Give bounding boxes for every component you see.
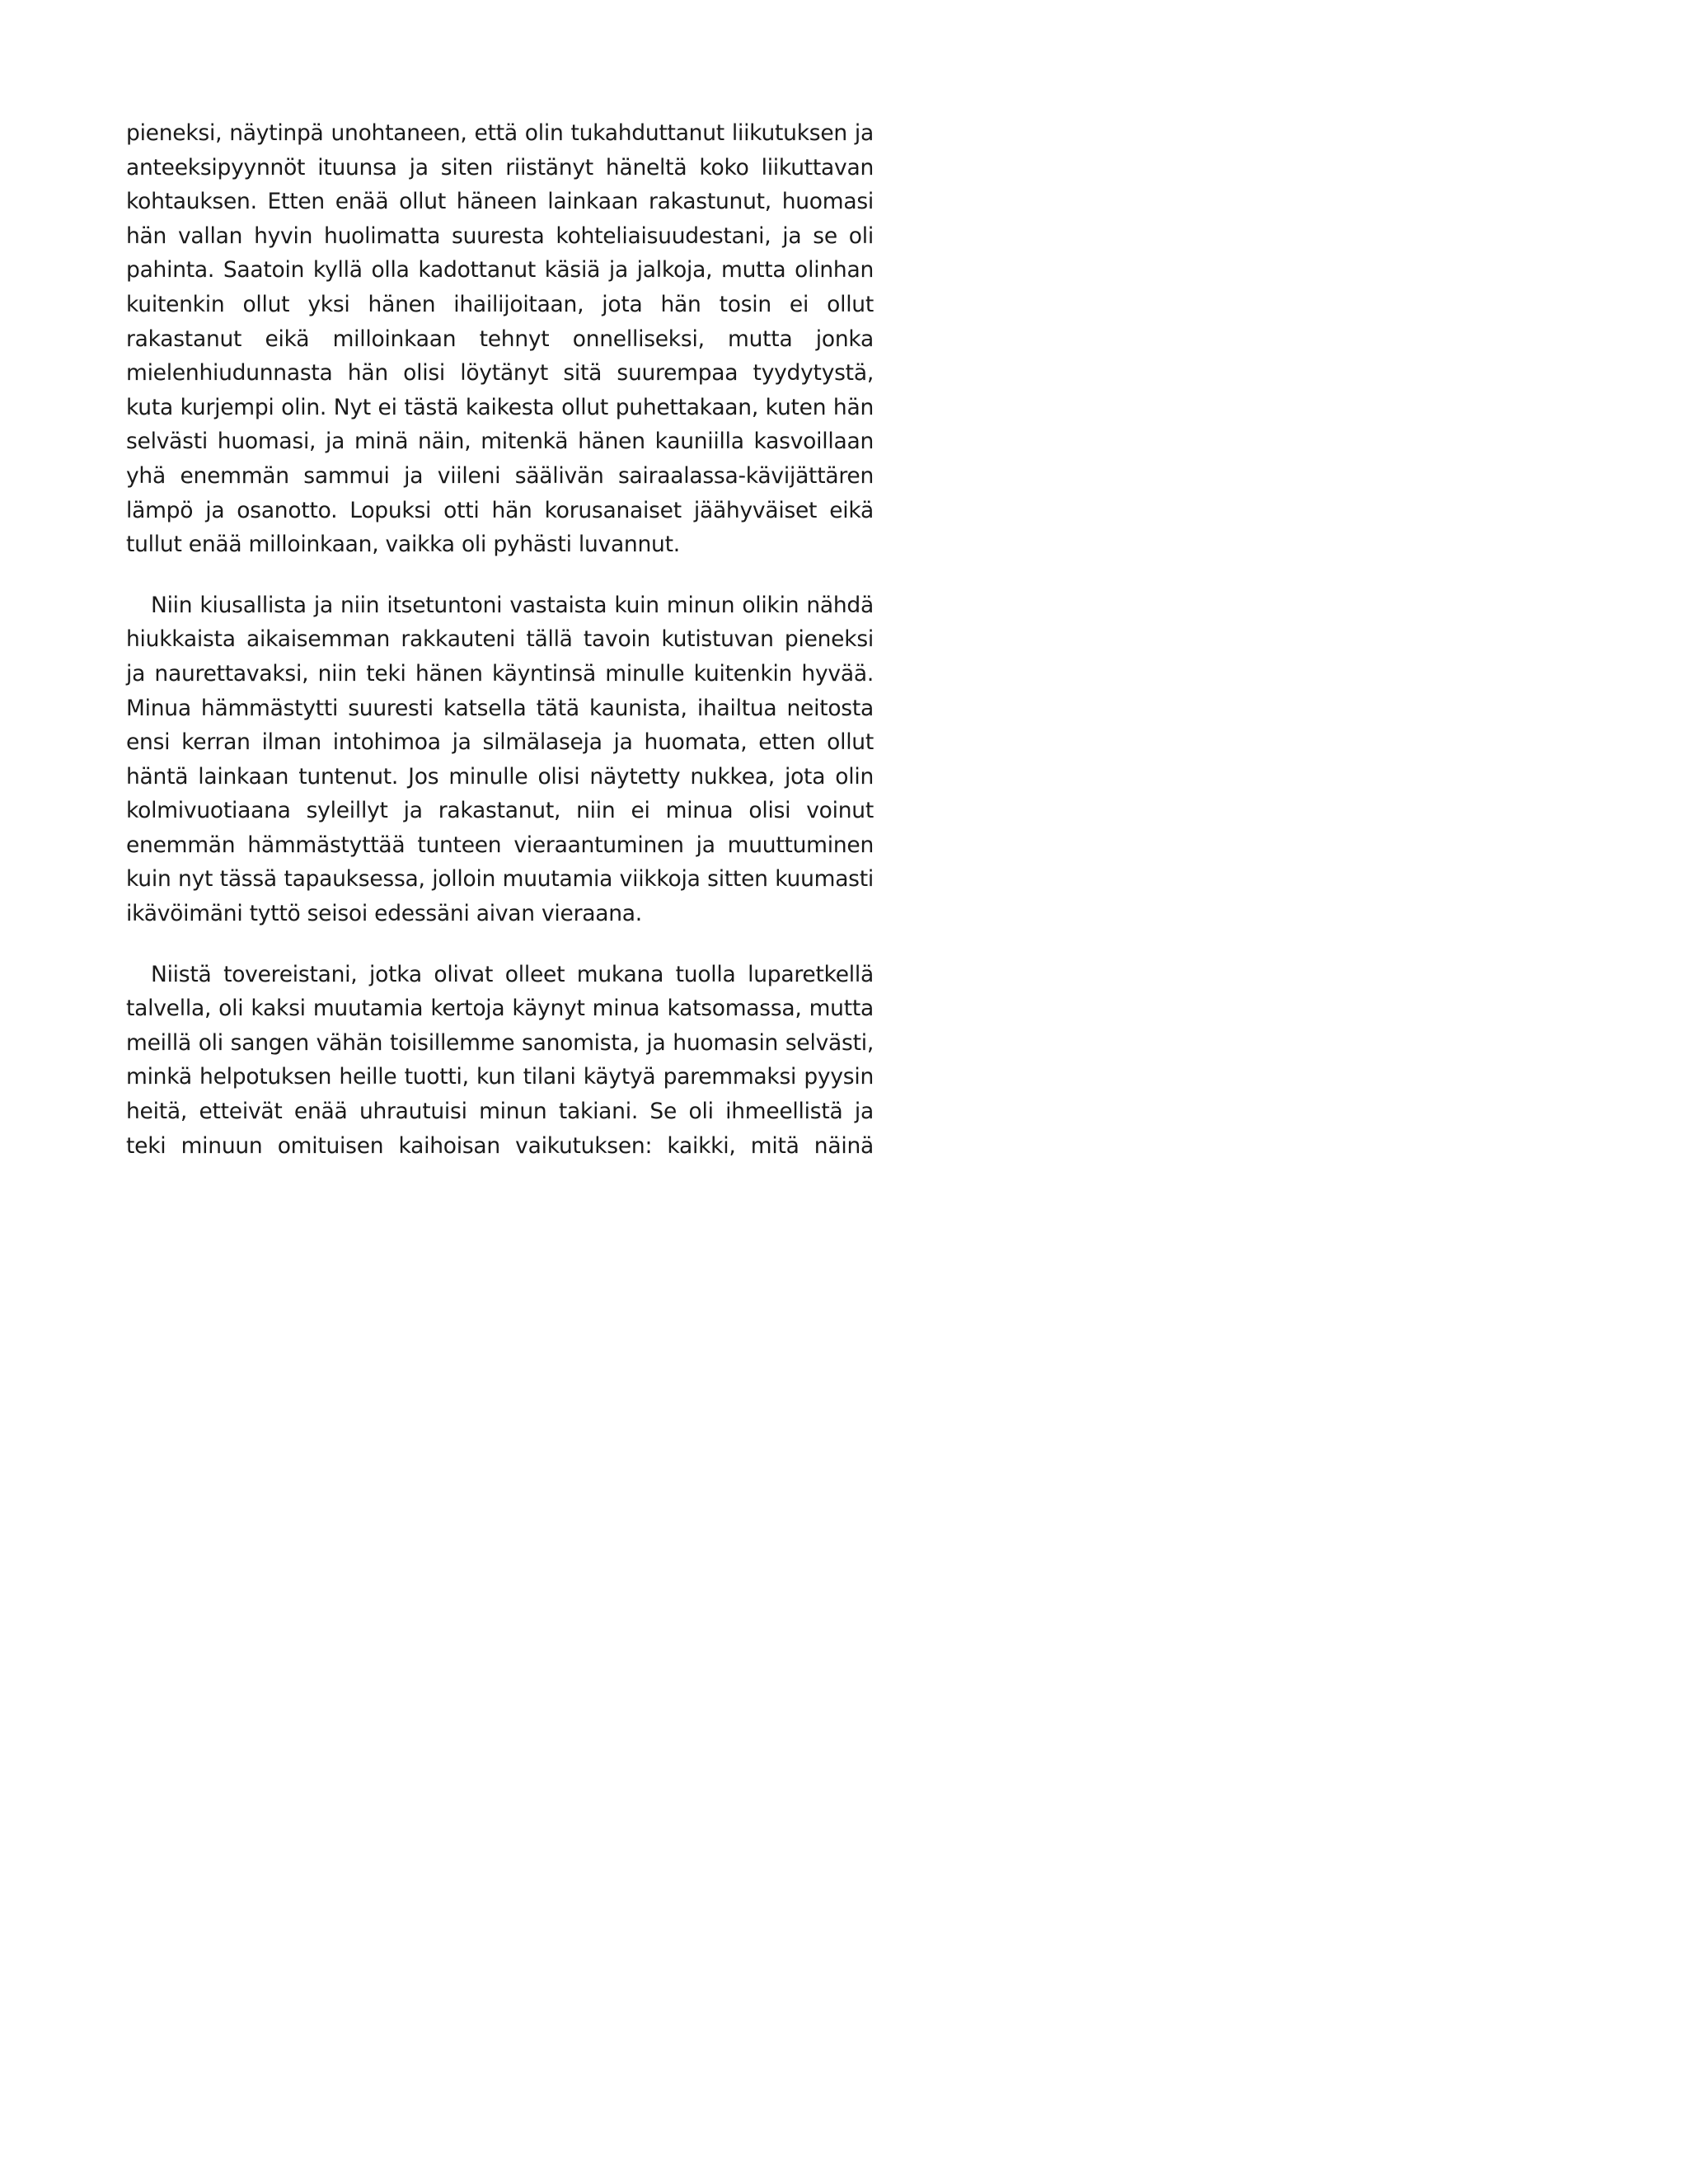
paragraph-1: pieneksi, näytinpä unohtaneen, että olin tukahduttanut liikutuksen ja anteeksipyynnöt ituunsa ja siten riistänyt häneltä koko liikuttavan kohtauksen. Etten enää ollut häneen lainkaan rakastunut, huomasi hän vallan hyvin huolimatta suuresta kohteliaisuudestani, ja se oli pahinta. Saatoin kyllä olla kadottanut käsiä ja jalkoja, mutta olinhan kuitenkin ollut yksi hänen ihailijoitaan, jota hän tosin ei ollut rakastanut eikä milloinkaan tehnyt onnelliseksi, mutta jonka mielenhiudunnasta hän olisi löytänyt sitä suurempaa tyydytystä, kuta kurjempi olin. Nyt ei tästä kaikesta ollut puhettakaan, kuten hän selvästi huomasi, ja minä näin, mitenkä hänen kauniilla kasvoillaan yhä enemmän sammui ja viileni säälivän sairaalassa-kävijättären lämpö ja osanotto. Lopuksi otti hän korusanaiset jäähyväiset eikä tullut enää milloinkaan, vaikka oli pyhästi luvannut. — [126, 120, 874, 558]
paragraph-3: Niistä tovereistani, jotka olivat olleet mukana tuolla luparetkellä talvella, oli kaksi muutamia kertoja käynyt minua katsomassa, mutta meillä oli sangen vähän toisillemme sanomista, ja huomasin selvästi, minkä helpotuksen heille tuotti, kun tilani käytyä paremmaksi pyysin heitä, etteivät enää uhrautuisi minun takiani. Se oli ihmeellistä ja teki minuun omituisen kaihoisan vaikutuksen: kaikki, mitä näinä — [126, 961, 874, 1159]
paragraph-2: Niin kiusallista ja niin itsetuntoni vastaista kuin minun olikin nähdä hiukkaista aikaisemman rakkauteni tällä tavoin kutistuvan pieneksi ja naurettavaksi, niin teki hänen käyntinsä minulle kuitenkin hyvää. Minua hämmästytti suuresti katsella tätä kaunista, ihailtua neitosta ensi kerran ilman intohimoa ja silmälaseja ja huomata, etten ollut häntä lainkaan tuntenut. Jos minulle olisi näytetty nukkea, jota olin kolmivuotiaana syleillyt ja rakastanut, niin ei minua olisi voinut enemmän hämmästyttää tunteen vieraantuminen ja muuttuminen kuin nyt tässä tapauksessa, jolloin muutamia viikkoja sitten kuumasti ikävöimäni tyttö seisoi edessäni aivan vieraana. — [126, 592, 874, 927]
page-text — [126, 116, 874, 1163]
